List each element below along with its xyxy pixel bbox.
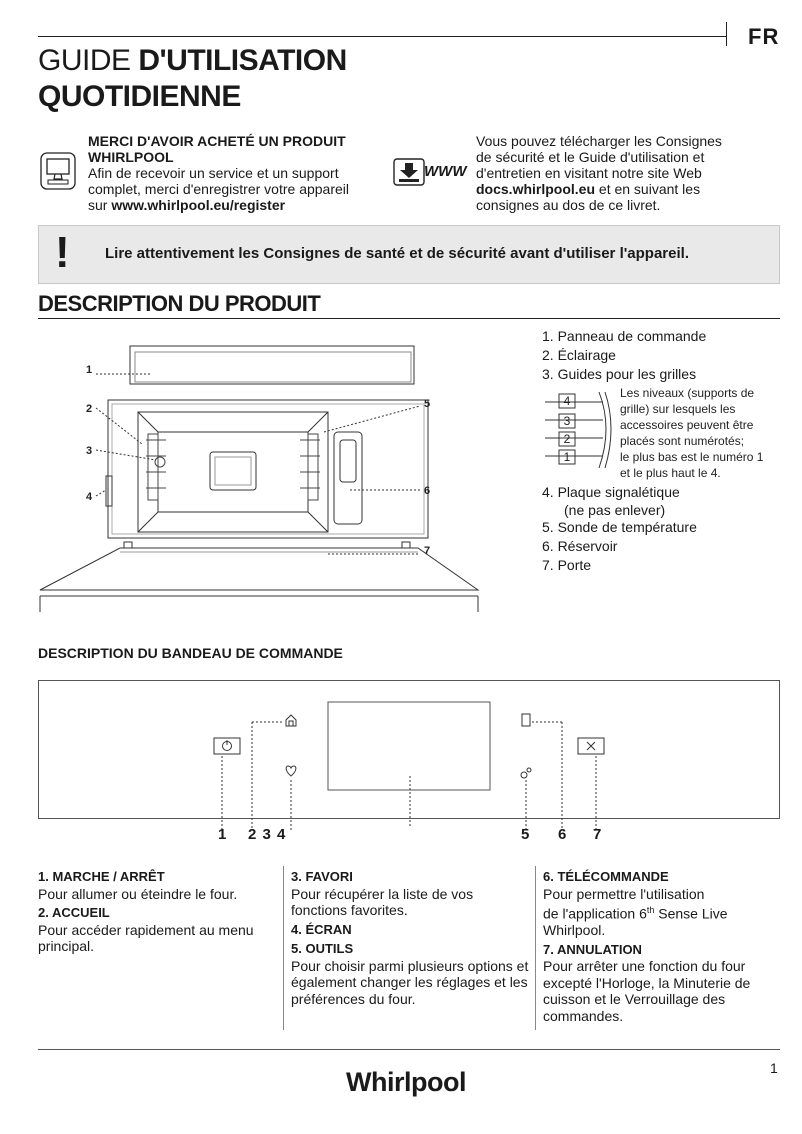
section-rule [38,318,780,319]
monitor-icon [40,152,76,190]
product-legend [542,327,706,384]
download-line: Vous pouvez télécharger les Consignes [476,133,722,149]
shelf-note-line: Les niveaux (supports de [620,386,755,400]
callout-6: 6 [424,485,431,497]
item-text: Pour permettre l'utilisation [543,885,705,902]
control-panel-graphic [38,680,780,850]
column-1 [38,866,274,955]
page-title-line2: QUOTIDIENNE [38,80,241,113]
title-bold: D'UTILISATION [138,44,347,77]
item-text [543,902,775,922]
panel-callout-234: 2 3 4 [248,826,287,843]
page-title-line1 [38,44,347,78]
shelf-level-4: 4 [563,394,571,408]
shelf-level-2: 2 [563,432,571,446]
callout-1: 1 [86,364,93,376]
item-heading: 1. MARCHE / ARRÊT [38,869,165,884]
item-heading: 6. TÉLÉCOMMANDE [543,869,669,884]
register-heading: MERCI D'AVOIR ACHETÉ UN PRODUIT WHIRLPOOL [88,133,346,165]
shelf-level-1: 1 [563,450,571,464]
panel-callout-6: 6 [558,826,567,843]
download-line: consignes au dos de ce livret. [476,197,661,213]
item-heading: 7. ANNULATION [543,941,642,957]
shelf-levels-diagram [543,388,619,470]
shelf-note-line: le plus bas est le numéro 1 [620,450,764,464]
register-url[interactable]: www.whirlpool.eu/register [111,197,286,213]
legend-item: 3. Guides pour les grilles [542,366,697,382]
column-2 [291,866,529,1007]
product-heading: DESCRIPTION DU PRODUIT [38,291,321,316]
legend-item: 1. Panneau de commande [542,328,707,344]
whirlpool-logo: Whirlpool [346,1067,466,1097]
register-line: complet, merci d'enregistrer votre appareil [88,181,350,197]
warning-text: Lire attentivement les Consignes de santé et de sécurité avant d'utiliser l'appareil. [105,245,689,262]
footer-rule [38,1049,780,1050]
title-regular: GUIDE [38,44,131,77]
register-line [88,197,388,213]
legend-note: (ne pas enlever) [564,502,666,518]
shelf-note [620,385,785,481]
callout-3: 3 [86,445,93,457]
legend-item: 4. Plaque signalétique [542,484,680,500]
download-url[interactable]: docs.whirlpool.eu [476,181,596,197]
shelf-note-line: placés sont numérotés; [620,434,745,448]
item-text: Whirlpool. [543,922,606,939]
page-number: 1 [770,1060,778,1076]
download-line: et en suivant les [598,181,701,197]
language-badge: FR [748,24,780,49]
panel-callout-1: 1 [218,826,227,843]
register-line: Afin de recevoir un service et un support [88,165,339,181]
item-text: Pour allumer ou éteindre le four. [38,885,238,902]
item-text: Pour récupérer la liste de vos fonctions favorites. [291,885,474,918]
callout-5: 5 [424,398,431,410]
download-icon [393,158,425,186]
item-heading: 4. ÉCRAN [291,921,352,937]
callout-2: 2 [86,403,93,415]
panel-heading: DESCRIPTION DU BANDEAU DE COMMANDE [38,645,343,661]
panel-callout-5: 5 [521,826,530,843]
legend-item: 6. Réservoir [542,538,618,554]
panel-callout-7: 7 [593,826,602,843]
download-line: de sécurité et le Guide d'utilisation et [476,149,705,165]
item-text: Pour accéder rapidement au menu principal. [38,921,254,954]
item-heading: 3. FAVORI [291,869,353,884]
legend-item: 2. Éclairage [542,347,616,363]
warning-box [38,225,780,284]
product-legend-2 [542,483,697,575]
legend-item: 5. Sonde de température [542,519,697,535]
download-block [476,133,776,213]
shelf-note-line: et le plus haut le 4. [620,466,721,480]
callout-7: 7 [424,545,431,557]
oven-diagram [38,340,488,616]
top-rule-tick [726,22,727,46]
download-line: d'entretien en visitant notre site Web [476,165,702,181]
column-divider [283,866,284,1030]
item-text-part: Sense Live [654,905,728,922]
item-heading: 5. OUTILS [291,941,354,956]
top-rule [38,36,726,37]
column-divider [535,866,536,1030]
superscript: th [646,905,655,915]
www-label: WWW [424,163,467,180]
legend-item: 7. Porte [542,557,592,573]
exclamation-icon: ! [55,228,70,277]
item-text: Pour choisir parmi plusieurs options et également changer les réglages et les préférences du four. [291,957,529,1007]
item-heading: 2. ACCUEIL [38,905,110,920]
item-text-part: de l'application 6 [543,905,647,922]
register-prefix: sur [88,197,108,213]
shelf-note-line: accessoires peuvent être [620,418,754,432]
register-block [88,133,388,213]
callout-4: 4 [86,491,93,503]
shelf-note-line: grille) sur lesquels les [620,402,736,416]
shelf-level-3: 3 [563,414,571,428]
column-3 [543,866,775,1024]
item-text: Pour arrêter une fonction du four excepté l'Horloge, la Minuterie de cuisson et le Verrouillage des commandes. [543,958,751,1024]
